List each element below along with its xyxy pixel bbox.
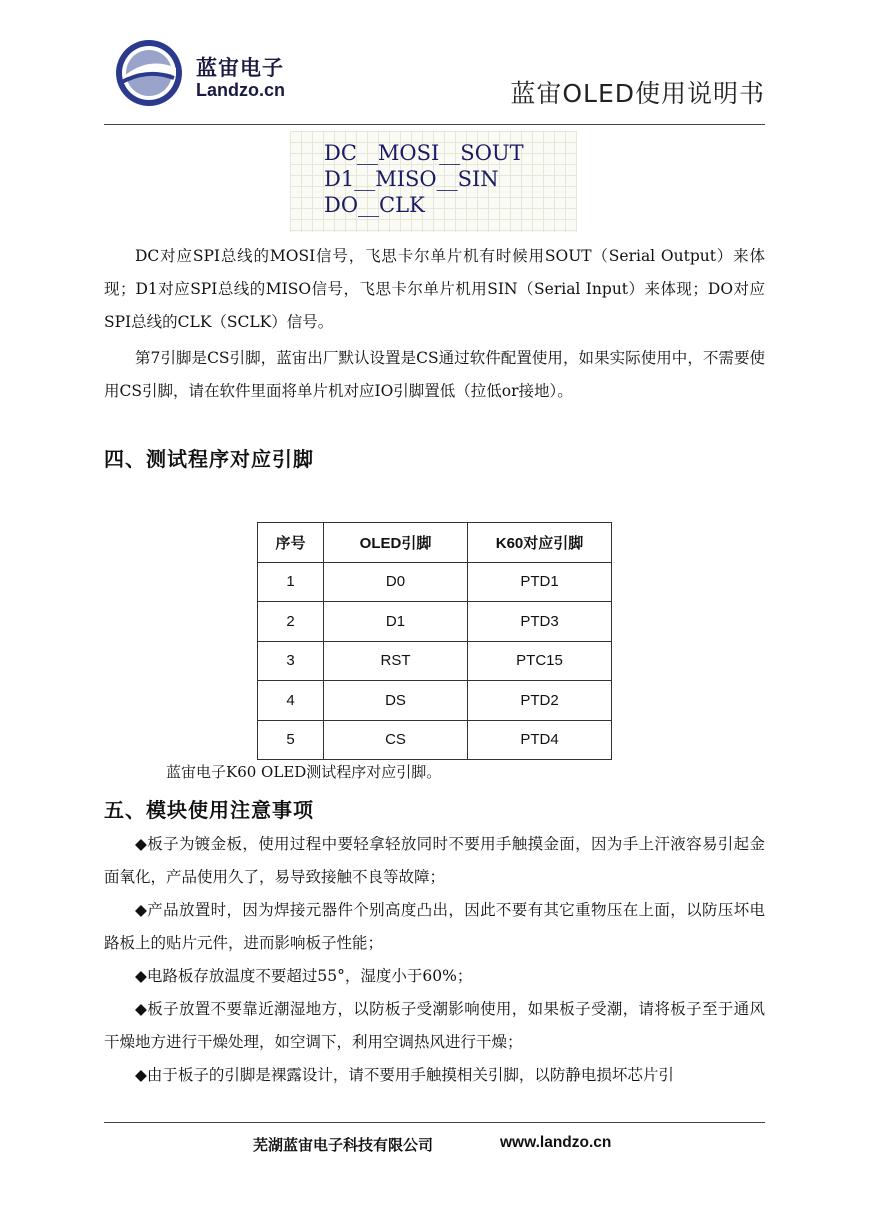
notice-item: ◆由于板子的引脚是裸露设计，请不要用手触摸相关引脚，以防静电损坏芯片引 (135, 1066, 674, 1084)
table-cell: PTC15 (468, 641, 612, 681)
table-header-cell: K60对应引脚 (468, 523, 612, 563)
brand-name-en: Landzo.cn (196, 80, 285, 100)
notice-item: ◆板子放置不要靠近潮湿地方，以防板子受潮影响使用，如果板子受潮，请将板子至于通风干燥地方进行干燥处理，如空调下，利用空调热风进行干燥； (104, 1000, 765, 1051)
table-cell: PTD4 (468, 720, 612, 760)
code-line: D1__MISO__SIN (324, 167, 499, 191)
table-row (258, 641, 612, 681)
table-header-row (258, 523, 612, 563)
code-line: DC__MOSI__SOUT (324, 141, 524, 165)
body-paragraph (104, 342, 765, 408)
spi-mapping-image (290, 131, 577, 232)
section-heading: 四、测试程序对应引脚 (104, 447, 314, 471)
header-divider (104, 124, 765, 125)
table-cell: RST (324, 641, 468, 681)
section-heading: 五、模块使用注意事项 (104, 798, 314, 822)
notice-list (104, 828, 765, 1092)
table-row (258, 562, 612, 602)
pin-mapping-table (257, 522, 612, 760)
brand-name-cn: 蓝宙电子 (196, 56, 284, 80)
table-cell: 1 (258, 562, 324, 602)
footer-divider (104, 1122, 765, 1123)
table-header-cell: 序号 (258, 523, 324, 563)
table-cell: PTD3 (468, 602, 612, 642)
table-row (258, 681, 612, 721)
table-cell: DS (324, 681, 468, 721)
document-title: 蓝宙OLED使用说明书 (510, 79, 765, 108)
landzo-logo-icon (114, 38, 184, 108)
table-cell: PTD1 (468, 562, 612, 602)
table-cell: 3 (258, 641, 324, 681)
table-caption: 蓝宙电子K60 OLED测试程序对应引脚。 (166, 763, 442, 781)
body-paragraph (104, 240, 765, 339)
table-cell: 2 (258, 602, 324, 642)
paragraph-spi-signals: DC对应SPI总线的MOSI信号，飞思卡尔单片机有时候用SOUT（Serial Output）来体现；D1对应SPI总线的MISO信号，飞思卡尔单片机用SIN（Serial Input）来体现；DO对应SPI总线的CLK（SCLK）信号。 (104, 247, 765, 331)
table-cell: D1 (324, 602, 468, 642)
table-cell: D0 (324, 562, 468, 602)
paragraph-cs-pin: 第7引脚是CS引脚，蓝宙出厂默认设置是CS通过软件配置使用，如果实际使用中，不需要使用CS引脚，请在软件里面将单片机对应IO引脚置低（拉低or接地）。 (104, 349, 765, 400)
notice-item: ◆板子为镀金板，使用过程中要轻拿轻放同时不要用手触摸金面，因为手上汗液容易引起金面氧化，产品使用久了，易导致接触不良等故障； (104, 835, 765, 886)
notice-item: ◆产品放置时，因为焊接元器件个别高度凸出，因此不要有其它重物压在上面，以防压坏电路板上的贴片元件，进而影响板子性能； (104, 901, 765, 952)
footer-company: 芜湖蓝宙电子科技有限公司 (253, 1136, 434, 1154)
code-line: DO__CLK (324, 193, 425, 217)
table-cell: PTD2 (468, 681, 612, 721)
table-cell: 4 (258, 681, 324, 721)
table-row (258, 602, 612, 642)
table-row (258, 720, 612, 760)
footer-url: www.landzo.cn (500, 1134, 612, 1151)
table-cell: CS (324, 720, 468, 760)
table-header-cell: OLED引脚 (324, 523, 468, 563)
table-cell: 5 (258, 720, 324, 760)
notice-item: ◆电路板存放温度不要超过55°，湿度小于60%； (135, 967, 473, 985)
